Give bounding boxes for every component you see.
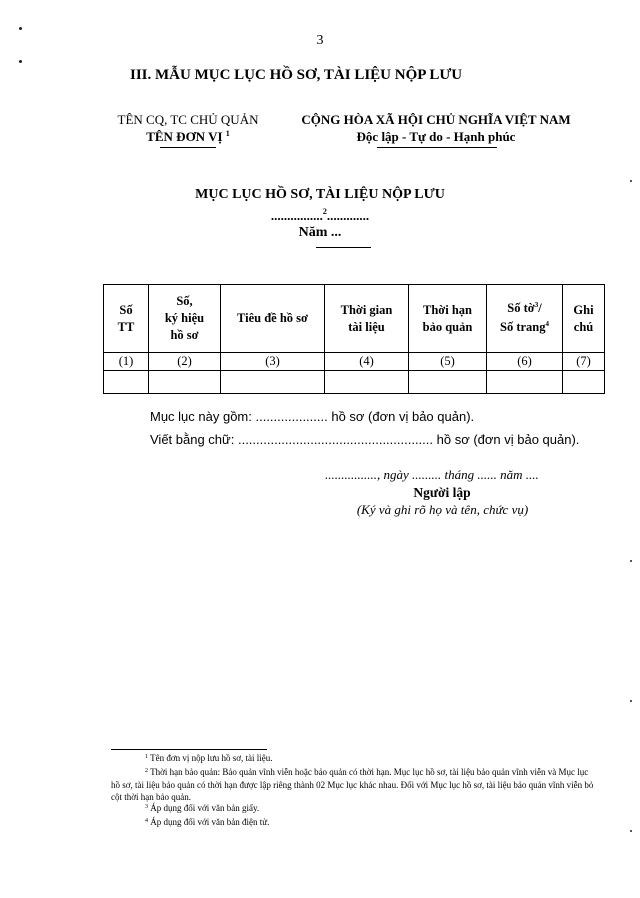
unit-name-line: TÊN ĐƠN VỊ $^1$: [146, 129, 230, 144]
national-motto: Độc lập - Tự do - Hạnh phúc: [356, 129, 516, 144]
footnote-item: $^1$ Tên đơn vị nộp lưu hồ sơ, tài liệu.: [145, 753, 273, 763]
footnote-separator: [111, 749, 267, 750]
record-count-words-line: Viết bằng chữ: ...................................................... hồ sơ (đơn vị bảo quản).: [150, 432, 580, 447]
document-title: MỤC LỤC HỒ SƠ, TÀI LIỆU NỘP LƯU: [195, 187, 445, 202]
table-header-row: [104, 285, 605, 353]
blank-entry-row: [104, 371, 605, 394]
record-count-line: Mục lục này gồm: .................... hồ sơ (đơn vị bảo quản).: [150, 409, 475, 424]
blank-cell: [409, 371, 487, 394]
section-title: III. MẪU MỤC LỤC HỒ SƠ, TÀI LIỆU NỘP LƯU: [130, 67, 463, 83]
scan-dot: [19, 60, 22, 63]
footnote-item: $^2$ Thời hạn bảo quản: Bảo quản vĩnh viễn hoặc bảo quản có thời hạn. Mục lục hồ sơ, tài liệu bảo quản vĩnh viễn và Mục lục hồ sơ, tài liệu bảo quản có thời hạn được lập riêng thành 02 Mục lục khác nhau. Đối với Mục lục hồ sơ, tài liệu bảo quản vĩnh viễn bỏ cột thời hạn bảo quản.: [111, 766, 594, 802]
footnote-ref: 1: [225, 129, 230, 138]
footnote-item: $^3$ Áp dụng đối với văn bản giấy.: [145, 803, 260, 813]
scan-speck: [630, 560, 632, 562]
column-header-record-title: Tiêu đề hồ sơ: [221, 285, 325, 353]
column-number: (5): [409, 353, 487, 371]
footnote-ref: 2: [322, 207, 327, 216]
column-header-retention-period: Thời hạn bảo quản: [409, 285, 487, 353]
column-number: (3): [221, 353, 325, 371]
parent-agency-line: TÊN CQ, TC CHỦ QUẢN: [117, 112, 259, 127]
blank-cell: [487, 371, 563, 394]
country-name: CỘNG HÒA XÃ HỘI CHỦ NGHĨA VIỆT NAM: [301, 112, 571, 127]
column-header-ordinal: Số TT: [104, 285, 149, 353]
blank-cell: [563, 371, 605, 394]
scan-dot: [19, 27, 22, 30]
blank-cell: [149, 371, 221, 394]
scan-speck: [630, 700, 632, 702]
national-heading: [286, 111, 586, 145]
column-header-record-code: Số, ký hiệu hồ sơ: [149, 285, 221, 353]
motto-underline: [377, 147, 497, 148]
column-number: (4): [325, 353, 409, 371]
title-underline: [316, 247, 371, 248]
signer-title: Người lập: [413, 485, 471, 500]
unit-placeholder-line: ................$^2$.............: [270, 207, 370, 223]
blank-cell: [221, 371, 325, 394]
blank-cell: [104, 371, 149, 394]
catalog-table: [103, 284, 605, 394]
column-number-row: [104, 353, 605, 371]
column-header-notes: Ghi chú: [563, 285, 605, 353]
date-line: ................, ngày ......... tháng ...... năm ....: [325, 467, 539, 482]
issuing-organization: [108, 111, 268, 147]
footnote-item: $^4$ Áp dụng đối với văn bản điện tử.: [145, 816, 270, 827]
signature-instruction: (Ký và ghi rõ họ và tên, chức vụ): [356, 502, 529, 517]
year-line: Năm ...: [298, 225, 342, 240]
footnotes: [111, 753, 596, 830]
scan-speck: [630, 830, 632, 832]
column-header-document-time: Thời gian tài liệu: [325, 285, 409, 353]
column-number: (2): [149, 353, 221, 371]
column-number: (6): [487, 353, 563, 371]
column-number: (1): [104, 353, 149, 371]
column-header-sheet-page-count: Số tờ$^3$/ Số trang$^4$: [487, 285, 563, 353]
blank-cell: [325, 371, 409, 394]
unit-underline: [160, 147, 216, 148]
scan-speck: [630, 180, 632, 182]
column-number: (7): [563, 353, 605, 371]
page-number: 3: [316, 33, 324, 48]
